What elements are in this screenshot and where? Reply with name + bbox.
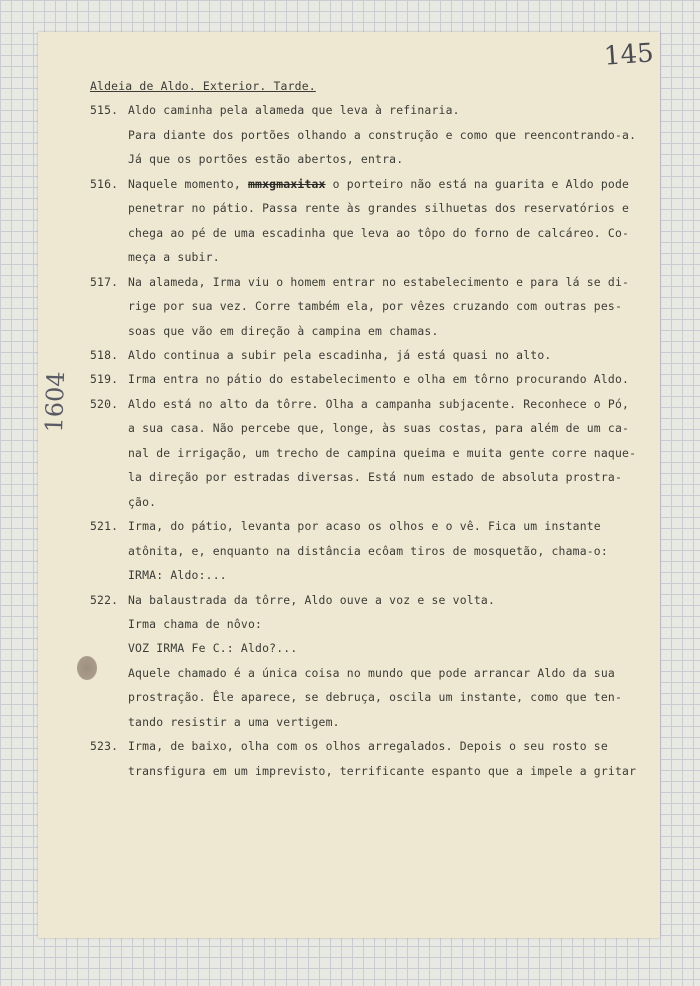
paper-stain xyxy=(77,656,97,680)
paragraph-number: 521. xyxy=(90,519,119,533)
script-line: Para diante dos portões olhando a construção e como que reencontrando-a. xyxy=(128,128,637,142)
script-line-pre: Naquele momento, xyxy=(128,177,248,191)
script-line: nal de irrigação, um trecho de campina queima e muita gente corre naque- xyxy=(128,446,637,460)
paragraph-number: 520. xyxy=(90,397,119,411)
script-line: ção. xyxy=(128,495,157,509)
script-line: rige por sua vez. Corre também ela, por vêzes cruzando com outras pes- xyxy=(128,299,623,313)
paragraph-number: 522. xyxy=(90,593,119,607)
script-line: transfigura em um imprevisto, terrificante espanto que a impele a gritar xyxy=(128,764,637,778)
script-line: Irma entra no pátio do estabelecimento e olha em tôrno procurando Aldo. xyxy=(128,372,630,386)
scene-heading: Aldeia de Aldo. Exterior. Tarde. xyxy=(90,79,316,93)
script-line: IRMA: Aldo:... xyxy=(128,568,227,582)
script-line: chega ao pé de uma escadinha que leva ao tôpo do forno de calcáreo. Co- xyxy=(128,226,630,240)
paragraph-number: 519. xyxy=(90,372,119,386)
paragraph-number: 516. xyxy=(90,177,119,191)
script-line: tando resistir a uma vertigem. xyxy=(128,715,340,729)
script-line: a sua casa. Não percebe que, longe, às suas costas, para além de um ca- xyxy=(128,421,630,435)
paragraph-number: 523. xyxy=(90,739,119,753)
paragraph-number: 515. xyxy=(90,103,119,117)
struck-out-text: mmxgmaxitax xyxy=(247,177,326,191)
script-line: Aldo continua a subir pela escadinha, já está quasi no alto. xyxy=(128,348,552,362)
script-line: prostração. Êle aparece, se debruça, oscila um instante, como que ten- xyxy=(128,690,623,704)
paragraph-number: 517. xyxy=(90,275,119,289)
script-line: penetrar no pátio. Passa rente às grandes silhuetas dos reservatórios e xyxy=(128,201,630,215)
script-line: Na balaustrada da tôrre, Aldo ouve a voz e se volta. xyxy=(128,593,496,607)
script-line: Irma, do pátio, levanta por acaso os olhos e o vê. Fica um instante xyxy=(128,519,601,533)
script-line: Na alameda, Irma viu o homem entrar no estabelecimento e para lá se di- xyxy=(128,275,630,289)
script-line: meça a subir. xyxy=(128,250,220,264)
script-line: Aldo está no alto da tôrre. Olha a campanha subjacente. Reconhece o Pó, xyxy=(128,397,630,411)
script-line xyxy=(128,177,629,191)
script-line: la direção por estradas diversas. Está num estado de absoluta prostra- xyxy=(128,470,623,484)
script-line: VOZ IRMA Fe C.: Aldo?... xyxy=(128,641,298,655)
paragraph-number: 518. xyxy=(90,348,119,362)
typewritten-page xyxy=(38,32,660,938)
script-line: Aquele chamado é a única coisa no mundo que pode arrancar Aldo da sua xyxy=(128,666,615,680)
script-line: Já que os portões estão abertos, entra. xyxy=(128,152,404,166)
script-line: atônita, e, enquanto na distância ecôam tiros de mosquetão, chama-o: xyxy=(128,544,608,558)
script-line-text: o porteiro não está na guarita e Aldo pode xyxy=(325,177,630,191)
script-line: soas que vão em direção à campina em chamas. xyxy=(128,324,439,338)
handwritten-page-number: 145 xyxy=(603,38,655,72)
script-line: Aldo caminha pela alameda que leva à refinaria. xyxy=(128,103,460,117)
script-line: Irma chama de nôvo: xyxy=(128,617,263,631)
handwritten-margin-note: 1604 xyxy=(40,370,71,433)
script-line: Irma, de baixo, olha com os olhos arregalados. Depois o seu rosto se xyxy=(128,739,608,753)
